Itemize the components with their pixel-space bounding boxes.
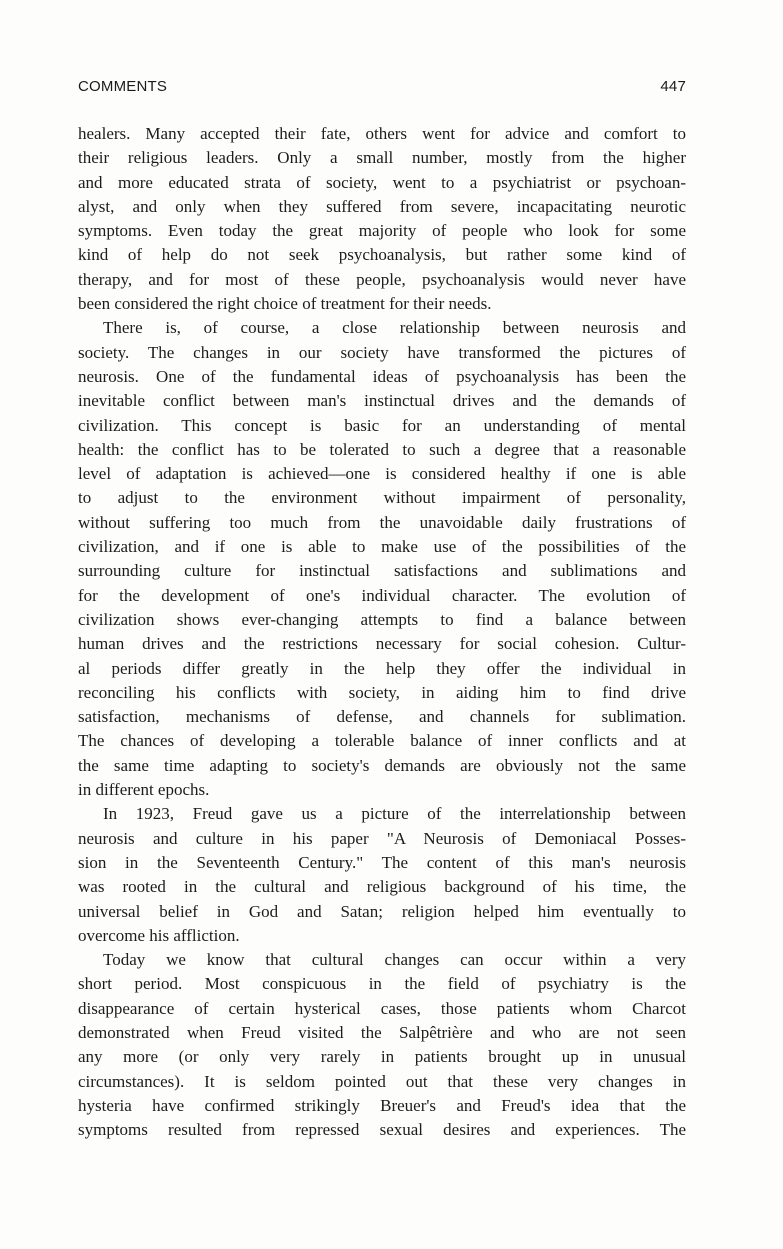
running-head bbox=[78, 78, 686, 98]
text-line: their religious leaders. Only a small number, mostly from the higher bbox=[78, 148, 686, 168]
text-line: was rooted in the cultural and religious background of his time, the bbox=[78, 877, 686, 897]
text-line: without suffering too much from the unavoidable daily frustrations of bbox=[78, 512, 686, 532]
text-line: disappearance of certain hysterical cases, those patients whom Charcot bbox=[78, 998, 686, 1018]
text-line: surrounding culture for instinctual satisfactions and sublimations and bbox=[78, 561, 686, 581]
text-line: inevitable conflict between man's instinctual drives and the demands of bbox=[78, 391, 686, 411]
text-line: neurosis. One of the fundamental ideas of psychoanalysis has been the bbox=[78, 366, 686, 386]
text-line: in different epochs. bbox=[78, 780, 210, 800]
text-line: symptoms resulted from repressed sexual desires and experiences. The bbox=[78, 1120, 686, 1140]
text-line: satisfaction, mechanisms of defense, and channels for sublimation. bbox=[78, 707, 686, 727]
text-line: universal belief in God and Satan; religion helped him eventually to bbox=[78, 901, 686, 921]
text-line: human drives and the restrictions necessary for social cohesion. Cultur- bbox=[78, 634, 686, 654]
text-line: In 1923, Freud gave us a picture of the interrelationship between bbox=[103, 804, 686, 824]
section-title: COMMENTS bbox=[78, 78, 168, 95]
page-number: 447 bbox=[660, 78, 686, 95]
text-line: al periods differ greatly in the help they offer the individual in bbox=[78, 658, 686, 678]
text-line: civilization shows ever-changing attempts to find a balance between bbox=[78, 609, 686, 629]
text-line: Today we know that cultural changes can occur within a very bbox=[103, 950, 686, 970]
text-line: The chances of developing a tolerable balance of inner conflicts and at bbox=[78, 731, 686, 751]
paragraph bbox=[78, 948, 686, 1142]
text-line: the same time adapting to society's demands are obviously not the same bbox=[78, 755, 686, 775]
text-line: short period. Most conspicuous in the field of psychiatry is the bbox=[78, 974, 686, 994]
text-line: health: the conflict has to be tolerated to such a degree that a reasonable bbox=[78, 439, 686, 459]
text-line: hysteria have confirmed strikingly Breuer's and Freud's idea that the bbox=[78, 1095, 686, 1115]
text-line: civilization. This concept is basic for an understanding of mental bbox=[78, 415, 686, 435]
text-line: civilization, and if one is able to make use of the possibilities of the bbox=[78, 537, 686, 557]
text-line: symptoms. Even today the great majority of people who look for some bbox=[78, 221, 686, 241]
text-line: healers. Many accepted their fate, others went for advice and comfort to bbox=[78, 124, 686, 143]
text-line: any more (or only very rarely in patients brought up in unusual bbox=[78, 1047, 686, 1067]
text-line: demonstrated when Freud visited the Salpêtrière and who are not seen bbox=[78, 1022, 686, 1042]
text-line: for the development of one's individual character. The evolution of bbox=[78, 585, 686, 605]
text-line: to adjust to the environment without impairment of personality, bbox=[78, 488, 686, 508]
text-line: kind of help do not seek psychoanalysis, but rather some kind of bbox=[78, 245, 686, 265]
text-line: circumstances). It is seldom pointed out that these very changes in bbox=[78, 1071, 686, 1091]
text-line: sion in the Seventeenth Century." The content of this man's neurosis bbox=[78, 852, 686, 872]
text-line: been considered the right choice of treatment for their needs. bbox=[78, 294, 492, 314]
text-line: level of adaptation is achieved—one is considered healthy if one is able bbox=[78, 464, 686, 484]
text-line: and more educated strata of society, went to a psychiatrist or psychoan- bbox=[78, 172, 686, 192]
body-text bbox=[78, 122, 686, 1142]
text-line: overcome his affliction. bbox=[78, 925, 240, 945]
text-line: neurosis and culture in his paper "A Neurosis of Demoniacal Posses- bbox=[78, 828, 686, 848]
text-line: society. The changes in our society have transformed the pictures of bbox=[78, 342, 686, 362]
paragraph bbox=[78, 122, 686, 316]
text-line: reconciling his conflicts with society, in aiding him to find drive bbox=[78, 682, 686, 702]
paragraph bbox=[78, 802, 686, 948]
paragraph bbox=[78, 316, 686, 802]
text-line: There is, of course, a close relationship between neurosis and bbox=[103, 318, 686, 338]
text-line: therapy, and for most of these people, psychoanalysis would never have bbox=[78, 269, 686, 289]
text-line: alyst, and only when they suffered from severe, incapacitating neurotic bbox=[78, 196, 686, 216]
